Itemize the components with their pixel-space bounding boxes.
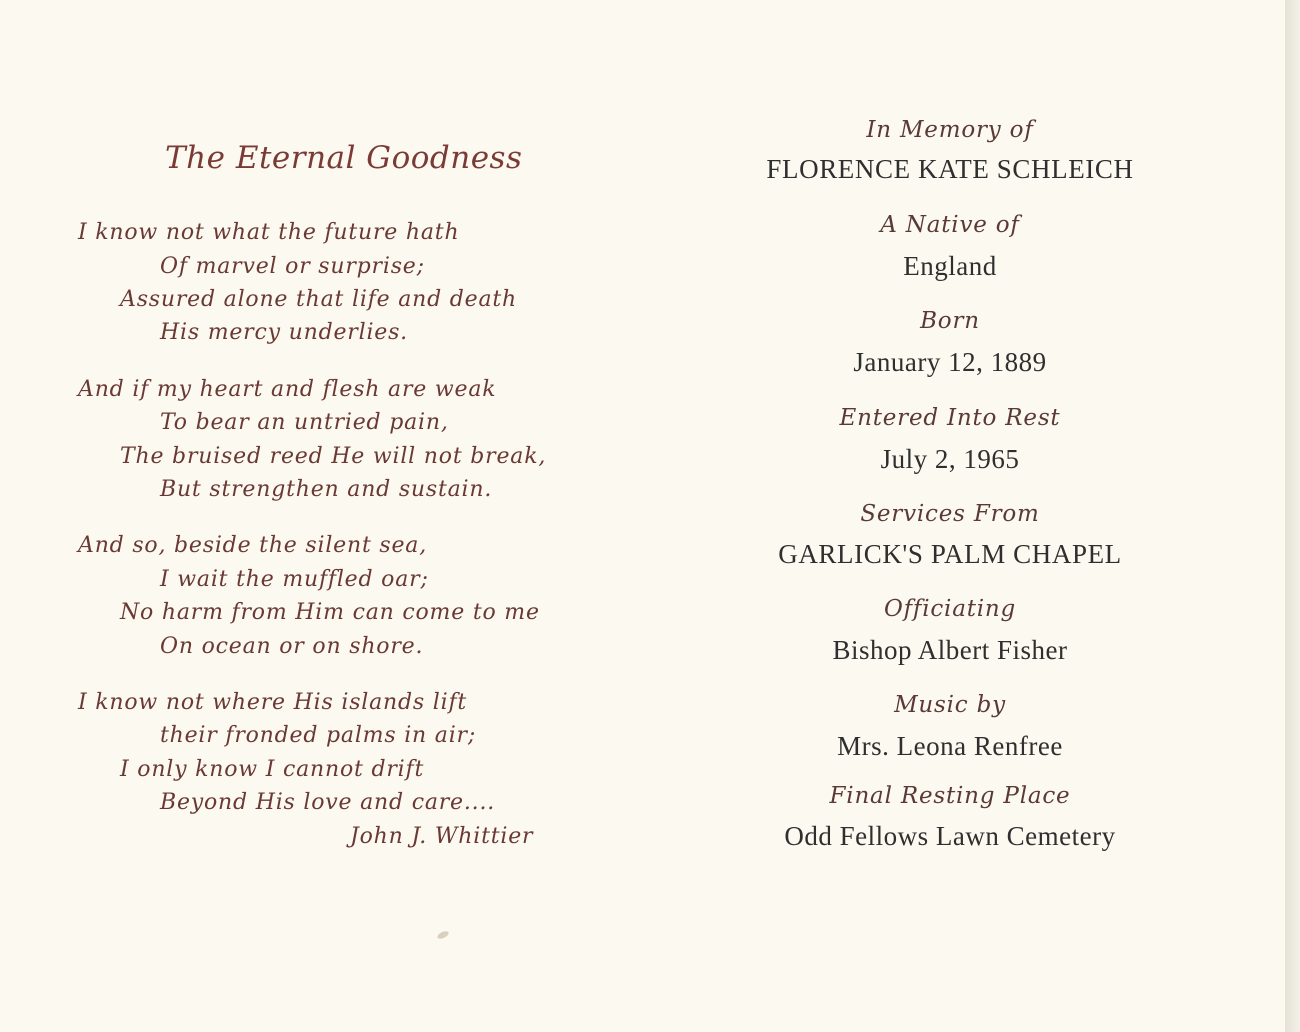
poem-line: I only know I cannot drift (120, 757, 425, 782)
music-name: Mrs. Leona Renfree (837, 731, 1063, 761)
rest-date: July 2, 1965 (880, 444, 1020, 474)
paper-edge (1285, 0, 1300, 1032)
poem-line: To bear an untried pain, (160, 410, 449, 435)
born-label: Born (920, 308, 980, 334)
services-label: Services From (860, 501, 1040, 527)
native-label: A Native of (880, 212, 1020, 238)
poem-line: their fronded palms in air; (160, 723, 477, 748)
officiating-label: Officiating (883, 596, 1017, 622)
rest-label: Entered Into Rest (839, 405, 1061, 431)
poem-line: And so, beside the silent sea, (78, 533, 428, 558)
poem-line: On ocean or on shore. (160, 634, 424, 659)
services-chapel: GARLICK'S PALM CHAPEL (778, 539, 1122, 569)
resting-place: Odd Fellows Lawn Cemetery (784, 821, 1116, 851)
poem-line: And if my heart and flesh are weak (78, 377, 497, 402)
native-value: England (903, 251, 997, 281)
poem-line: No harm from Him can come to me (120, 600, 540, 625)
in-memory-label: In Memory of (866, 117, 1034, 143)
poem-title: The Eternal Goodness (165, 140, 523, 176)
deceased-name: FLORENCE KATE SCHLEICH (766, 154, 1134, 184)
music-label: Music by (894, 692, 1006, 718)
poem-line: I wait the muffled oar; (160, 567, 429, 592)
poem-line: Of marvel or surprise; (160, 254, 425, 279)
born-date: January 12, 1889 (853, 347, 1047, 377)
poem-line: Beyond His love and care.... (160, 790, 496, 815)
poem-line: His mercy underlies. (160, 320, 408, 345)
poem-author: John J. Whittier (350, 824, 534, 849)
poem-line: I know not where His islands lift (78, 690, 468, 715)
officiating-name: Bishop Albert Fisher (832, 635, 1068, 665)
poem-line: I know not what the future hath (78, 220, 460, 245)
paper-smudge (436, 930, 449, 941)
poem-line: The bruised reed He will not break, (120, 444, 547, 469)
poem-line: Assured alone that life and death (120, 287, 518, 312)
resting-label: Final Resting Place (829, 783, 1071, 809)
poem-line: But strengthen and sustain. (160, 477, 493, 502)
